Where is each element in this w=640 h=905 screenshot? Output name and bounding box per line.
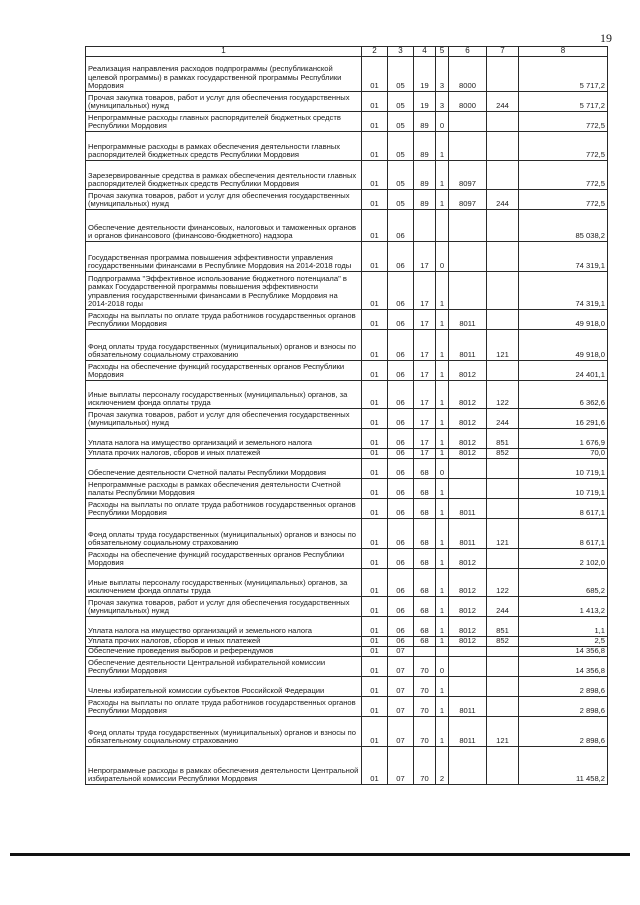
row-name: Прочая закупка товаров, работ и услуг для обеспечения государственных (муниципальных) нужд xyxy=(86,409,362,429)
row-expense-type xyxy=(487,647,519,657)
row-expense-type xyxy=(487,57,519,92)
row-section: 01 xyxy=(362,459,388,479)
row-subprogram: 1 xyxy=(436,132,449,161)
row-expense-type: 122 xyxy=(487,569,519,597)
row-section: 01 xyxy=(362,697,388,717)
row-subprogram: 1 xyxy=(436,161,449,190)
row-section: 01 xyxy=(362,361,388,381)
row-expense-type: 122 xyxy=(487,381,519,409)
row-sum: 2 898,6 xyxy=(519,717,608,747)
row-section: 01 xyxy=(362,112,388,132)
row-direction: 8011 xyxy=(449,310,487,330)
row-program: 68 xyxy=(414,617,436,637)
row-expense-type xyxy=(487,242,519,272)
row-subsection: 06 xyxy=(388,569,414,597)
row-expense-type xyxy=(487,132,519,161)
table-row xyxy=(86,597,608,617)
col-header-direction: 6 xyxy=(449,47,487,57)
row-name: Расходы на выплаты по оплате труда работников государственных органов Республики Мордовия xyxy=(86,310,362,330)
row-subsection: 06 xyxy=(388,617,414,637)
table-row xyxy=(86,161,608,190)
row-sum: 8 617,1 xyxy=(519,519,608,549)
row-direction: 8012 xyxy=(449,449,487,459)
row-sum: 74 319,1 xyxy=(519,272,608,310)
row-name: Подпрограмма "Эффективное использование бюджетного потенциала" в рамках Государственной программы повышения эффективности управления государственными финансами в Республике Мордовия на 2014-2018 годы xyxy=(86,272,362,310)
row-name: Иные выплаты персоналу государственных (муниципальных) органов, за исключением фонда оплаты труда xyxy=(86,381,362,409)
row-expense-type: 851 xyxy=(487,429,519,449)
row-subsection: 05 xyxy=(388,190,414,210)
row-subprogram: 0 xyxy=(436,112,449,132)
row-name: Прочая закупка товаров, работ и услуг для обеспечения государственных (муниципальных) нужд xyxy=(86,190,362,210)
row-direction xyxy=(449,459,487,479)
row-name: Уплата налога на имущество организаций и земельного налога xyxy=(86,617,362,637)
row-direction xyxy=(449,657,487,677)
row-direction xyxy=(449,677,487,697)
row-expense-type: 244 xyxy=(487,409,519,429)
row-subsection: 05 xyxy=(388,57,414,92)
row-name: Уплата прочих налогов, сборов и иных платежей xyxy=(86,449,362,459)
row-program: 19 xyxy=(414,57,436,92)
row-subprogram: 0 xyxy=(436,657,449,677)
row-sum: 14 356,8 xyxy=(519,647,608,657)
row-sum: 49 918,0 xyxy=(519,310,608,330)
row-section: 01 xyxy=(362,637,388,647)
row-program: 89 xyxy=(414,132,436,161)
row-name: Обеспечение деятельности Счетной палаты Республики Мордовия xyxy=(86,459,362,479)
row-expense-type xyxy=(487,112,519,132)
row-direction xyxy=(449,479,487,499)
row-sum: 1 676,9 xyxy=(519,429,608,449)
row-program: 68 xyxy=(414,637,436,647)
table-row xyxy=(86,647,608,657)
row-program: 19 xyxy=(414,92,436,112)
row-name: Непрограммные расходы в рамках обеспечения деятельности Центральной избирательной комиссии Республики Мордовия xyxy=(86,747,362,785)
row-direction: 8011 xyxy=(449,717,487,747)
row-section: 01 xyxy=(362,597,388,617)
row-direction xyxy=(449,210,487,242)
row-subsection: 06 xyxy=(388,310,414,330)
row-subprogram: 1 xyxy=(436,637,449,647)
row-program: 70 xyxy=(414,677,436,697)
row-subprogram: 1 xyxy=(436,569,449,597)
row-direction xyxy=(449,747,487,785)
row-program xyxy=(414,647,436,657)
row-direction xyxy=(449,112,487,132)
row-sum: 772,5 xyxy=(519,112,608,132)
table-row xyxy=(86,57,608,92)
table-row xyxy=(86,429,608,449)
row-sum: 5 717,2 xyxy=(519,92,608,112)
table-row xyxy=(86,657,608,677)
row-section: 01 xyxy=(362,409,388,429)
row-subsection: 06 xyxy=(388,272,414,310)
row-subsection: 07 xyxy=(388,747,414,785)
row-expense-type xyxy=(487,657,519,677)
row-subprogram: 1 xyxy=(436,617,449,637)
table-row xyxy=(86,381,608,409)
row-program: 68 xyxy=(414,479,436,499)
table-row xyxy=(86,459,608,479)
row-name: Фонд оплаты труда государственных (муниципальных) органов и взносы по обязательному социальному страхованию xyxy=(86,717,362,747)
row-expense-type xyxy=(487,310,519,330)
row-program: 70 xyxy=(414,657,436,677)
row-name: Зарезервированные средства в рамках обеспечения деятельности главных распорядителей бюджетных средств Республики Мордовия xyxy=(86,161,362,190)
row-subsection: 06 xyxy=(388,549,414,569)
table-row xyxy=(86,132,608,161)
row-program: 17 xyxy=(414,310,436,330)
row-sum: 772,5 xyxy=(519,132,608,161)
row-name: Уплата налога на имущество организаций и земельного налога xyxy=(86,429,362,449)
row-name: Государственная программа повышения эффективности управления государственными финансами в Республике Мордовия на 2014-2018 годы xyxy=(86,242,362,272)
table-row xyxy=(86,519,608,549)
row-name: Расходы на обеспечение функций государственных органов Республики Мордовия xyxy=(86,549,362,569)
row-section: 01 xyxy=(362,657,388,677)
row-subsection: 07 xyxy=(388,677,414,697)
row-sum: 16 291,6 xyxy=(519,409,608,429)
row-sum: 85 038,2 xyxy=(519,210,608,242)
row-expense-type xyxy=(487,161,519,190)
row-direction: 8012 xyxy=(449,637,487,647)
row-subsection: 06 xyxy=(388,381,414,409)
row-direction: 8000 xyxy=(449,92,487,112)
row-name: Расходы на обеспечение функций государственных органов Республики Мордовия xyxy=(86,361,362,381)
row-expense-type xyxy=(487,697,519,717)
row-section: 01 xyxy=(362,617,388,637)
row-program: 68 xyxy=(414,569,436,597)
row-sum: 2 898,6 xyxy=(519,677,608,697)
row-subprogram: 1 xyxy=(436,272,449,310)
header-row xyxy=(86,47,608,57)
row-subsection: 07 xyxy=(388,697,414,717)
row-sum: 8 617,1 xyxy=(519,499,608,519)
row-subprogram: 1 xyxy=(436,479,449,499)
row-sum: 70,0 xyxy=(519,449,608,459)
row-name: Непрограммные расходы главных распорядителей бюджетных средств Республики Мордовия xyxy=(86,112,362,132)
row-section: 01 xyxy=(362,519,388,549)
row-subprogram: 1 xyxy=(436,597,449,617)
row-program: 17 xyxy=(414,429,436,449)
row-name: Реализация направления расходов подпрограммы (республиканской целевой программы) в рамках государственной программы Республики Мордовия xyxy=(86,57,362,92)
row-subprogram: 1 xyxy=(436,677,449,697)
row-subsection: 06 xyxy=(388,210,414,242)
row-subprogram: 1 xyxy=(436,381,449,409)
col-header-sum: 8 xyxy=(519,47,608,57)
row-subprogram: 1 xyxy=(436,499,449,519)
row-subprogram xyxy=(436,647,449,657)
row-sum: 24 401,1 xyxy=(519,361,608,381)
row-section: 01 xyxy=(362,330,388,361)
row-subsection: 05 xyxy=(388,161,414,190)
row-section: 01 xyxy=(362,92,388,112)
row-name: Прочая закупка товаров, работ и услуг для обеспечения государственных (муниципальных) нужд xyxy=(86,597,362,617)
row-expense-type xyxy=(487,272,519,310)
row-section: 01 xyxy=(362,499,388,519)
row-direction: 8012 xyxy=(449,597,487,617)
table-row xyxy=(86,747,608,785)
row-program: 89 xyxy=(414,161,436,190)
col-header-subsection: 3 xyxy=(388,47,414,57)
table-row xyxy=(86,210,608,242)
page-number: 19 xyxy=(600,31,612,45)
row-section: 01 xyxy=(362,429,388,449)
row-program: 17 xyxy=(414,242,436,272)
row-sum: 6 362,6 xyxy=(519,381,608,409)
row-subsection: 07 xyxy=(388,647,414,657)
row-expense-type xyxy=(487,479,519,499)
table-row xyxy=(86,242,608,272)
bottom-divider xyxy=(10,853,630,856)
row-expense-type: 852 xyxy=(487,449,519,459)
row-direction xyxy=(449,272,487,310)
col-header-name: 1 xyxy=(86,47,362,57)
row-subsection: 06 xyxy=(388,597,414,617)
row-section: 01 xyxy=(362,272,388,310)
row-subsection: 05 xyxy=(388,132,414,161)
row-direction: 8011 xyxy=(449,499,487,519)
table-row xyxy=(86,112,608,132)
row-direction: 8097 xyxy=(449,161,487,190)
table-row xyxy=(86,697,608,717)
row-sum: 49 918,0 xyxy=(519,330,608,361)
table-row xyxy=(86,361,608,381)
row-expense-type: 121 xyxy=(487,717,519,747)
row-program: 70 xyxy=(414,747,436,785)
row-expense-type: 244 xyxy=(487,597,519,617)
row-name: Уплата прочих налогов, сборов и иных платежей xyxy=(86,637,362,647)
row-subsection: 05 xyxy=(388,92,414,112)
table-row xyxy=(86,677,608,697)
row-subsection: 07 xyxy=(388,657,414,677)
row-subprogram: 1 xyxy=(436,717,449,747)
row-name: Фонд оплаты труда государственных (муниципальных) органов и взносы по обязательному социальному страхованию xyxy=(86,330,362,361)
row-sum: 1,1 xyxy=(519,617,608,637)
row-expense-type xyxy=(487,677,519,697)
row-section: 01 xyxy=(362,747,388,785)
row-direction: 8012 xyxy=(449,361,487,381)
row-direction xyxy=(449,647,487,657)
row-section: 01 xyxy=(362,449,388,459)
row-sum: 1 413,2 xyxy=(519,597,608,617)
row-name: Расходы на выплаты по оплате труда работников государственных органов Республики Мордовия xyxy=(86,499,362,519)
row-section: 01 xyxy=(362,479,388,499)
row-name: Обеспечение деятельности финансовых, налоговых и таможенных органов и органов финансового (финансово-бюджетного) надзора xyxy=(86,210,362,242)
table-row xyxy=(86,310,608,330)
row-subprogram: 1 xyxy=(436,429,449,449)
row-subprogram: 1 xyxy=(436,409,449,429)
row-subsection: 06 xyxy=(388,330,414,361)
row-subsection: 06 xyxy=(388,429,414,449)
row-name: Непрограммные расходы в рамках обеспечения деятельности главных распорядителей бюджетных средств Республики Мордовия xyxy=(86,132,362,161)
row-name: Члены избирательной комиссии субъектов Российской Федерации xyxy=(86,677,362,697)
row-subprogram: 1 xyxy=(436,549,449,569)
col-header-expense-type: 7 xyxy=(487,47,519,57)
row-subprogram: 1 xyxy=(436,310,449,330)
row-section: 01 xyxy=(362,569,388,597)
row-program: 68 xyxy=(414,597,436,617)
row-program: 17 xyxy=(414,361,436,381)
row-program: 89 xyxy=(414,190,436,210)
row-sum: 5 717,2 xyxy=(519,57,608,92)
row-sum: 685,2 xyxy=(519,569,608,597)
row-subsection: 05 xyxy=(388,112,414,132)
row-subsection: 06 xyxy=(388,519,414,549)
row-program: 68 xyxy=(414,459,436,479)
row-section: 01 xyxy=(362,57,388,92)
row-expense-type: 244 xyxy=(487,92,519,112)
row-section: 01 xyxy=(362,210,388,242)
row-program: 17 xyxy=(414,409,436,429)
row-name: Прочая закупка товаров, работ и услуг для обеспечения государственных (муниципальных) нужд xyxy=(86,92,362,112)
row-expense-type xyxy=(487,210,519,242)
row-program: 70 xyxy=(414,717,436,747)
row-subsection: 06 xyxy=(388,459,414,479)
row-name: Непрограммные расходы в рамках обеспечения деятельности Счетной палаты Республики Мордовия xyxy=(86,479,362,499)
row-direction: 8011 xyxy=(449,330,487,361)
row-subprogram: 1 xyxy=(436,519,449,549)
table-row xyxy=(86,190,608,210)
row-subprogram: 1 xyxy=(436,361,449,381)
row-expense-type xyxy=(487,499,519,519)
row-section: 01 xyxy=(362,310,388,330)
row-direction: 8012 xyxy=(449,409,487,429)
row-expense-type xyxy=(487,361,519,381)
row-subsection: 06 xyxy=(388,449,414,459)
table-row xyxy=(86,330,608,361)
row-subprogram: 2 xyxy=(436,747,449,785)
table-row xyxy=(86,569,608,597)
row-program: 17 xyxy=(414,272,436,310)
row-direction: 8012 xyxy=(449,381,487,409)
row-subsection: 06 xyxy=(388,361,414,381)
row-sum: 10 719,1 xyxy=(519,459,608,479)
row-direction xyxy=(449,132,487,161)
table-row xyxy=(86,272,608,310)
row-section: 01 xyxy=(362,242,388,272)
table-row xyxy=(86,617,608,637)
row-program xyxy=(414,210,436,242)
row-sum: 11 458,2 xyxy=(519,747,608,785)
row-section: 01 xyxy=(362,647,388,657)
table-row xyxy=(86,637,608,647)
row-program: 17 xyxy=(414,449,436,459)
budget-table xyxy=(85,46,608,785)
row-program: 89 xyxy=(414,112,436,132)
row-sum: 2,5 xyxy=(519,637,608,647)
row-direction: 8011 xyxy=(449,519,487,549)
row-name: Фонд оплаты труда государственных (муниципальных) органов и взносы по обязательному социальному страхованию xyxy=(86,519,362,549)
table-row xyxy=(86,479,608,499)
row-sum: 10 719,1 xyxy=(519,479,608,499)
row-subsection: 06 xyxy=(388,499,414,519)
row-section: 01 xyxy=(362,549,388,569)
row-program: 17 xyxy=(414,330,436,361)
row-subprogram xyxy=(436,210,449,242)
row-expense-type: 121 xyxy=(487,519,519,549)
row-expense-type: 852 xyxy=(487,637,519,647)
row-sum: 14 356,8 xyxy=(519,657,608,677)
row-subprogram: 1 xyxy=(436,449,449,459)
table-row xyxy=(86,409,608,429)
row-section: 01 xyxy=(362,381,388,409)
table-row xyxy=(86,92,608,112)
row-expense-type xyxy=(487,549,519,569)
row-program: 68 xyxy=(414,499,436,519)
col-header-section: 2 xyxy=(362,47,388,57)
row-direction: 8097 xyxy=(449,190,487,210)
row-direction: 8012 xyxy=(449,569,487,597)
row-sum: 772,5 xyxy=(519,190,608,210)
row-program: 70 xyxy=(414,697,436,717)
row-section: 01 xyxy=(362,132,388,161)
row-direction: 8012 xyxy=(449,617,487,637)
row-subsection: 06 xyxy=(388,242,414,272)
col-header-subprogram: 5 xyxy=(436,47,449,57)
row-expense-type: 244 xyxy=(487,190,519,210)
row-subprogram: 0 xyxy=(436,242,449,272)
col-header-program: 4 xyxy=(414,47,436,57)
row-subsection: 07 xyxy=(388,717,414,747)
row-subsection: 06 xyxy=(388,479,414,499)
row-direction: 8000 xyxy=(449,57,487,92)
row-expense-type: 121 xyxy=(487,330,519,361)
row-section: 01 xyxy=(362,161,388,190)
row-name: Иные выплаты персоналу государственных (муниципальных) органов, за исключением фонда оплаты труда xyxy=(86,569,362,597)
row-expense-type: 851 xyxy=(487,617,519,637)
row-subsection: 06 xyxy=(388,637,414,647)
row-program: 68 xyxy=(414,519,436,549)
table-row xyxy=(86,717,608,747)
row-subsection: 06 xyxy=(388,409,414,429)
row-sum: 772,5 xyxy=(519,161,608,190)
row-section: 01 xyxy=(362,717,388,747)
row-direction: 8011 xyxy=(449,697,487,717)
row-name: Обеспечение деятельности Центральной избирательной комиссии Республики Мордовия xyxy=(86,657,362,677)
row-direction xyxy=(449,242,487,272)
table-row xyxy=(86,499,608,519)
row-subprogram: 3 xyxy=(436,92,449,112)
row-program: 68 xyxy=(414,549,436,569)
row-subprogram: 1 xyxy=(436,330,449,361)
row-sum: 74 319,1 xyxy=(519,242,608,272)
row-section: 01 xyxy=(362,190,388,210)
row-expense-type xyxy=(487,459,519,479)
row-direction: 8012 xyxy=(449,549,487,569)
row-program: 17 xyxy=(414,381,436,409)
row-section: 01 xyxy=(362,677,388,697)
row-name: Обеспечение проведения выборов и референдумов xyxy=(86,647,362,657)
row-expense-type xyxy=(487,747,519,785)
row-subprogram: 3 xyxy=(436,57,449,92)
row-subprogram: 0 xyxy=(436,459,449,479)
row-name: Расходы на выплаты по оплате труда работников государственных органов Республики Мордовия xyxy=(86,697,362,717)
row-sum: 2 898,6 xyxy=(519,697,608,717)
row-subprogram: 1 xyxy=(436,697,449,717)
row-direction: 8012 xyxy=(449,429,487,449)
table-row xyxy=(86,449,608,459)
row-subprogram: 1 xyxy=(436,190,449,210)
table-row xyxy=(86,549,608,569)
row-sum: 2 102,0 xyxy=(519,549,608,569)
